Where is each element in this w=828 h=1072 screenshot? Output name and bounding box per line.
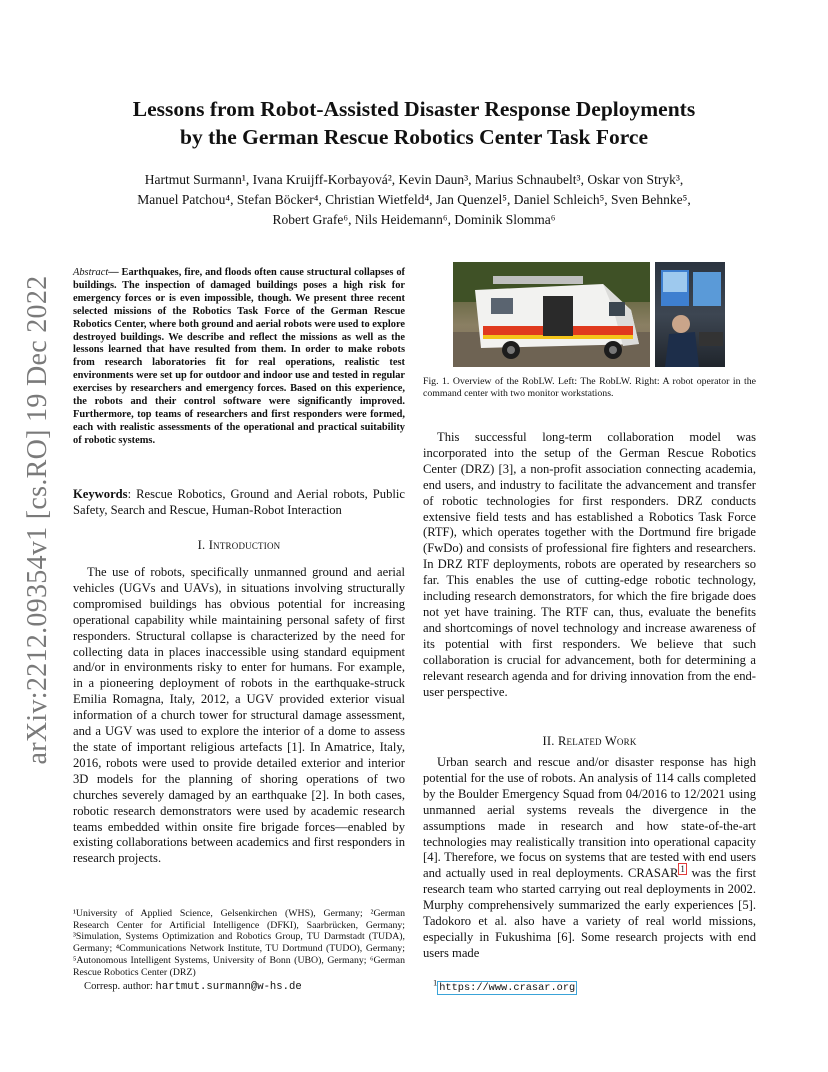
abstract-text: — Earthquakes, fire, and floods often cause structural collapses of buildings. The inspection of damaged buildings poses a high risk for emergency forces or is even impossible, though. We present three recent selected missions of the Robotics Task Force of the German Rescue Robotics Center, where both ground and aerial robots were used to explore destroyed buildings. We describe and reflect the missions as well as the lessons learned that have resulted from them. In order to make robots from research laboratories fit for real operations, realistic test environments were set up for outdoor and indoor use and tested in regular exercises by researchers and emergency forces. Based on this experience, the robots and their control software were significantly improved. Furthermore, top teams of researchers and first responders were formed, each with realistic assessments of the operational and practical suitability of robotic systems. xyxy=(73,267,405,446)
introduction-paragraph: The use of robots, specifically unmanned ground and aerial vehicles (UGVs and UAVs), in situations involving structurally compromised buildings has obvious potential for increasing operational capability while maintaining personal safety of first responders. Structural collapse is characterized by the need for collecting data in places inaccessible using standard equipment and/or in environments risky to enter for humans. For example, in a pioneering deployment of robots in the earthquake-struck Emilia Romagna, Italy, 2012, a UGV provided exterior visual information of a church tower for structural damage assessment, and a UGV was used to explore the interior of a dome to assess the state of important religious artefacts [1]. In Amatrice, Italy, 2016, robots were used to provide detailed exterior and interior 3D models for the planning of shoring operations of two churches severely damaged by an earthquake [2]. In both cases, robotic research demonstrators were used by academic research teams embedded within onsite fire brigade forces—enabled by existing collaborations between academics and first responders in research projects. xyxy=(73,565,405,866)
footnote-ref-link[interactable]: 1 xyxy=(680,864,685,875)
figure-1 xyxy=(453,262,725,367)
arxiv-identifier-text: arXiv:2212.09354v1 [cs.RO] 19 Dec 2022 xyxy=(22,275,53,765)
authors-line-2: Manuel Patchou⁴, Stefan Böcker⁴, Christian Wietfeld⁴, Jan Quenzel⁵, Daniel Schleich⁵, Sven Behnke⁵, xyxy=(137,192,691,207)
related-text-a: Urban search and rescue and/or disaster response has high potential for the use of robots. An analysis of 114 calls completed by the Boulder Emergency Squad from 04/2016 to 12/2021 using unmanned aerial systems reveals the divergence in the assumptions made in research and how state-of-the-art technologies may realistically transition into operational capacity [4]. Therefore, we focus on systems that are tested with end users and actually used in real deployments. CRASAR xyxy=(423,755,756,881)
command-center-photo xyxy=(655,262,725,367)
corresponding-author xyxy=(84,981,302,993)
footnote-mark: 1 xyxy=(433,977,438,988)
related-text-b: was the first research team who started carrying out real deployments in 2002. Murphy comprehensively summarized the early experiences [5]. Tadokoro et al. also have a variety of real world missions, especially in Fukushima [6]. Some research projects with end users made xyxy=(423,866,756,960)
section-title: Related Work xyxy=(557,734,637,748)
vehicle-illustration xyxy=(453,262,650,367)
url-footnote xyxy=(433,977,577,994)
abstract xyxy=(73,267,405,448)
paper-title xyxy=(60,95,768,151)
related-work-paragraph xyxy=(423,755,756,962)
title-line-1: Lessons from Robot-Assisted Disaster Response Deployments xyxy=(132,97,696,121)
introduction-body xyxy=(73,565,405,867)
section-title: Introduction xyxy=(208,538,281,552)
roblw-vehicle-photo xyxy=(453,262,650,367)
affiliations-footnote xyxy=(73,908,405,978)
corresp-label: Corresp. author: xyxy=(84,981,156,992)
corresp-email: hartmut.surmann@w-hs.de xyxy=(155,981,302,993)
abstract-label: Abstract xyxy=(73,267,109,278)
keywords-label: Keywords xyxy=(73,487,128,501)
author-list xyxy=(70,170,758,230)
right-column-body xyxy=(423,430,756,700)
section-number: II. xyxy=(542,734,558,748)
operator-illustration xyxy=(655,262,725,367)
section-number: I. xyxy=(197,538,209,552)
title-line-2: by the German Rescue Robotics Center Task Force xyxy=(180,125,648,149)
figure-1-caption xyxy=(423,376,756,401)
section-heading-introduction xyxy=(73,538,405,554)
authors-line-1: Hartmut Surmann¹, Ivana Kruijff-Korbayová², Kevin Daun³, Marius Schnaubelt³, Oskar von Stryk³, xyxy=(144,172,684,187)
section-heading-related-work xyxy=(423,734,756,750)
arxiv-identifier xyxy=(18,275,58,765)
caption-text: Fig. 1. Overview of the RobLW. Left: The RobLW. Right: A robot operator in the command center with two monitor workstations. xyxy=(423,376,756,400)
related-work-body xyxy=(423,755,756,962)
keywords xyxy=(73,487,405,519)
crasar-link[interactable]: https://www.crasar.org xyxy=(439,982,576,994)
keywords-text: : Rescue Robotics, Ground and Aerial robots, Public Safety, Search and Rescue, Human-Robot Interaction xyxy=(73,487,405,517)
affiliations-text: ¹University of Applied Science, Gelsenkirchen (WHS), Germany; ²German Research Center for Artificial Intelligence (DFKI), Saarbrücken, Germany; ³Simulation, Systems Optimization and Robotics Group, TU Darmstadt (TUDA), Germany; ⁴Communications Network Institute, TU Dortmund (TUDO), Germany; ⁵Autonomous Intelligent Systems, University of Bonn (UBO), Germany; ⁶German Rescue Robotics Center (DRZ) xyxy=(73,908,405,978)
collaboration-paragraph: This successful long-term collaboration model was incorporated into the setup of the German Rescue Robotics Center (DRZ) [3], a non-profit association connecting academia, end users, and industry to facilitate the advancement and transfer of robotic technologies for first responders. DRZ conducts extensive field tests and has established a Robotics Task Force (RTF), which operates together with the Dortmund fire brigade (FwDo) and consists of professional fire fighters and researchers. In DRZ RTF deployments, robots are operated by researchers so far. This enables the use of cutting-edge robotic technology, including research demonstrators, for which the fire brigade does not yet have training. The RTF can, thus, evaluate the benefits and shortcomings of novel technology and increase awareness of its potential with first responders. We believe that such collaboration is crucial for advancement, both for determining a relevant research agenda and for driving innovation from the end-user perspective. xyxy=(423,430,756,699)
authors-line-3: Robert Grafe⁶, Nils Heidemann⁶, Dominik Slomma⁶ xyxy=(272,212,556,227)
